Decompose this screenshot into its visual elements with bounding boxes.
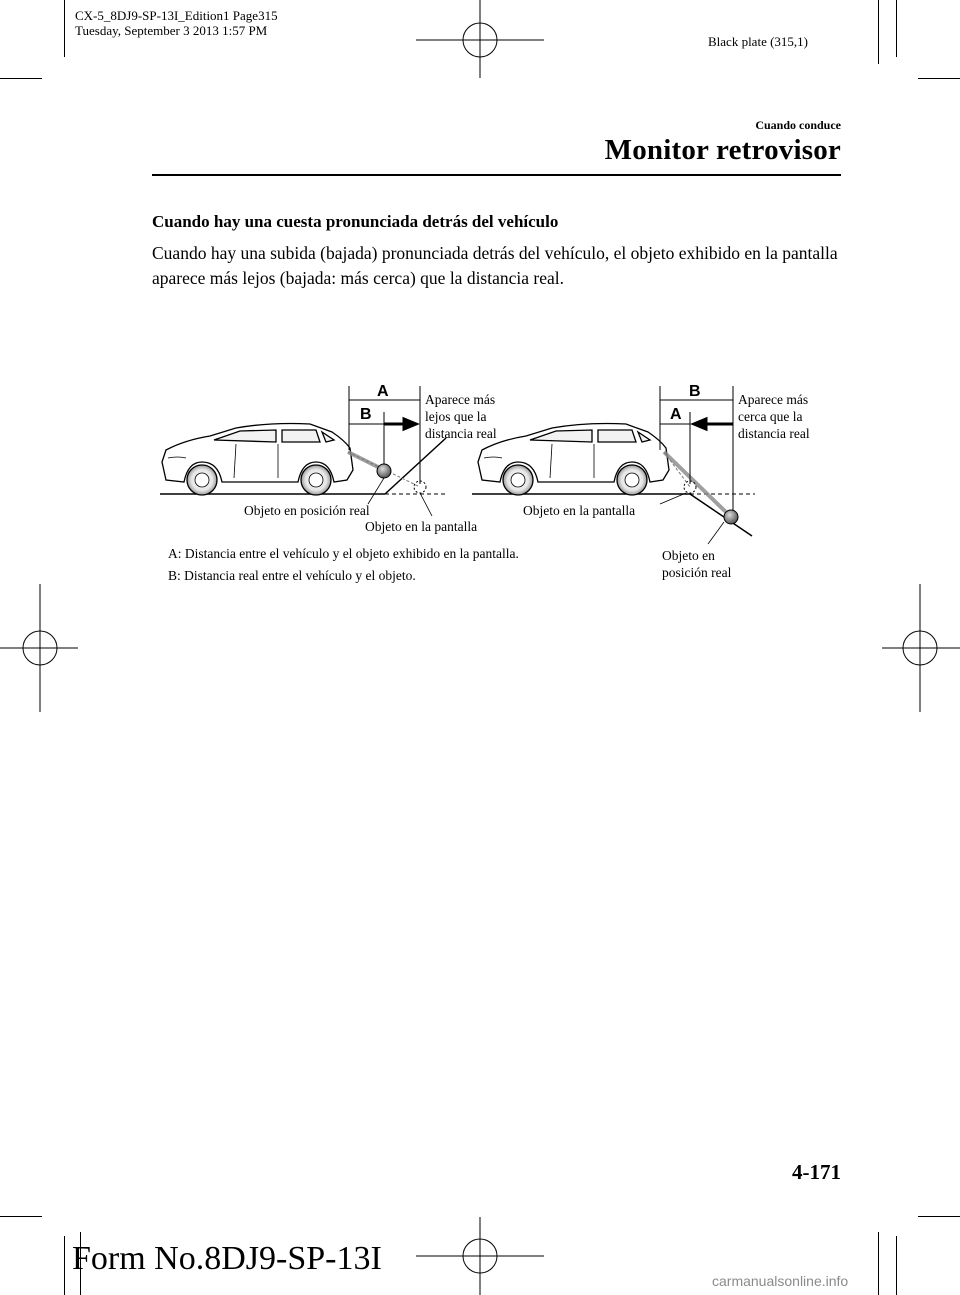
- left-dimension-b: B: [360, 406, 372, 423]
- body-paragraph: Cuando hay una subida (bajada) pronunciada detrás del vehículo, el objeto exhibido en la pantalla aparece más lejos (bajada: más cerca) que la distancia real.: [152, 243, 838, 288]
- left-screen-leader: [420, 493, 432, 516]
- left-real-object-icon: [377, 464, 391, 478]
- form-number: Form No.8DJ9-SP-13I: [72, 1240, 382, 1277]
- legend-b: B: Distancia real entre el vehículo y el objeto.: [168, 568, 416, 583]
- left-dimension-a: A: [377, 383, 389, 400]
- right-note: Aparece más cerca que la distancia real: [738, 392, 810, 441]
- right-dimension-a: A: [670, 406, 682, 423]
- watermark: carmanualsonline.info: [712, 1273, 849, 1289]
- right-dimension-lines: [660, 386, 733, 512]
- right-camera-view-line: [664, 452, 730, 516]
- right-real-leader: [708, 522, 724, 544]
- legend-a: A: Distancia entre el vehículo y el objeto exhibido en la pantalla.: [168, 546, 519, 561]
- right-arrow-icon: [694, 419, 733, 429]
- print-info-line1: CX-5_8DJ9-SP-13I_Edition1 Page315: [75, 8, 278, 23]
- right-label-screen-position: Objeto en la pantalla: [523, 503, 636, 518]
- plate-info: Black plate (315,1): [708, 34, 808, 49]
- page-title: Monitor retrovisor: [604, 134, 841, 166]
- left-label-real-position: Objeto en posición real: [244, 503, 370, 518]
- right-label-real-position: Objeto en posición real: [662, 548, 732, 580]
- section-label: Cuando conduce: [755, 118, 841, 132]
- right-real-object-icon: [724, 510, 738, 524]
- left-note: Aparece más lejos que la distancia real: [425, 392, 497, 441]
- subheading: Cuando hay una cuesta pronunciada detrás del vehículo: [152, 212, 559, 231]
- left-arrow-icon: [384, 419, 416, 429]
- print-info-line2: Tuesday, September 3 2013 1:57 PM: [75, 23, 268, 38]
- right-dimension-b: B: [689, 383, 701, 400]
- left-label-screen-position: Objeto en la pantalla: [365, 519, 478, 534]
- left-real-leader: [368, 478, 384, 504]
- page-number: 4-171: [792, 1160, 841, 1184]
